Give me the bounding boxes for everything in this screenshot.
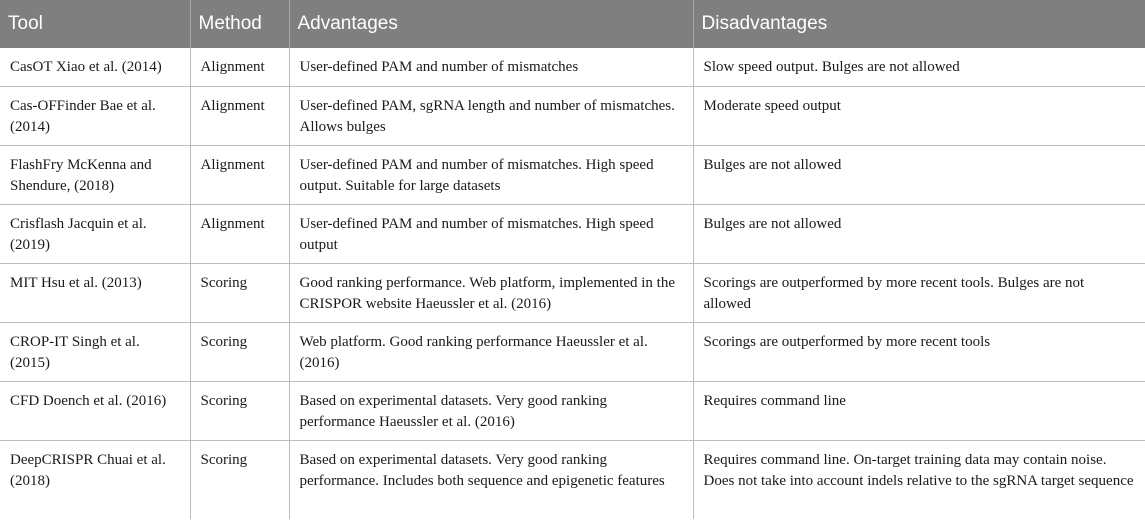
cell-tool: CFD Doench et al. (2016) — [0, 381, 190, 440]
cell-advantages: Good ranking performance. Web platform, implemented in the CRISPOR website Haeussler et al. (2016) — [289, 263, 693, 322]
cell-disadvantages: Requires command line. On-target training data may contain noise. Does not take into account indels relative to the sgRNA target sequence — [693, 440, 1145, 519]
cell-advantages: Based on experimental datasets. Very good ranking performance Haeussler et al. (2016) — [289, 381, 693, 440]
cell-tool: FlashFry McKenna and Shendure, (2018) — [0, 145, 190, 204]
cell-disadvantages: Bulges are not allowed — [693, 204, 1145, 263]
cell-tool: CasOT Xiao et al. (2014) — [0, 48, 190, 86]
cell-method: Alignment — [190, 204, 289, 263]
cell-disadvantages: Slow speed output. Bulges are not allowed — [693, 48, 1145, 86]
header-tool: Tool — [0, 0, 190, 48]
table-row — [0, 204, 1145, 263]
cell-advantages: User-defined PAM and number of mismatches. High speed output. Suitable for large datasets — [289, 145, 693, 204]
cell-method: Alignment — [190, 145, 289, 204]
cell-tool: MIT Hsu et al. (2013) — [0, 263, 190, 322]
cell-tool: CROP-IT Singh et al. (2015) — [0, 322, 190, 381]
table-row — [0, 440, 1145, 519]
table-header — [0, 0, 1145, 48]
cell-advantages: Web platform. Good ranking performance Haeussler et al. (2016) — [289, 322, 693, 381]
header-advantages: Advantages — [289, 0, 693, 48]
header-disadvantages: Disadvantages — [693, 0, 1145, 48]
cell-method: Scoring — [190, 381, 289, 440]
header-method: Method — [190, 0, 289, 48]
cell-method: Scoring — [190, 322, 289, 381]
table-row — [0, 322, 1145, 381]
header-row — [0, 0, 1145, 48]
cell-tool: Crisflash Jacquin et al. (2019) — [0, 204, 190, 263]
cell-disadvantages: Scorings are outperformed by more recent tools. Bulges are not allowed — [693, 263, 1145, 322]
table-row — [0, 86, 1145, 145]
cell-method: Scoring — [190, 440, 289, 519]
cell-method: Scoring — [190, 263, 289, 322]
cell-disadvantages: Moderate speed output — [693, 86, 1145, 145]
cell-advantages: User-defined PAM, sgRNA length and number of mismatches. Allows bulges — [289, 86, 693, 145]
table-row — [0, 381, 1145, 440]
cell-disadvantages: Bulges are not allowed — [693, 145, 1145, 204]
cell-tool: Cas-OFFinder Bae et al. (2014) — [0, 86, 190, 145]
table-row — [0, 145, 1145, 204]
table-body — [0, 48, 1145, 519]
cell-disadvantages: Scorings are outperformed by more recent tools — [693, 322, 1145, 381]
cell-disadvantages: Requires command line — [693, 381, 1145, 440]
cell-method: Alignment — [190, 86, 289, 145]
cell-advantages: User-defined PAM and number of mismatches — [289, 48, 693, 86]
table-row — [0, 48, 1145, 86]
cell-advantages: User-defined PAM and number of mismatches. High speed output — [289, 204, 693, 263]
cell-tool: DeepCRISPR Chuai et al. (2018) — [10, 451, 166, 489]
table-row — [0, 263, 1145, 322]
cell-method: Alignment — [190, 48, 289, 86]
cell-advantages: Based on experimental datasets. Very good ranking performance. Includes both sequence and epigenetic features — [289, 440, 693, 519]
